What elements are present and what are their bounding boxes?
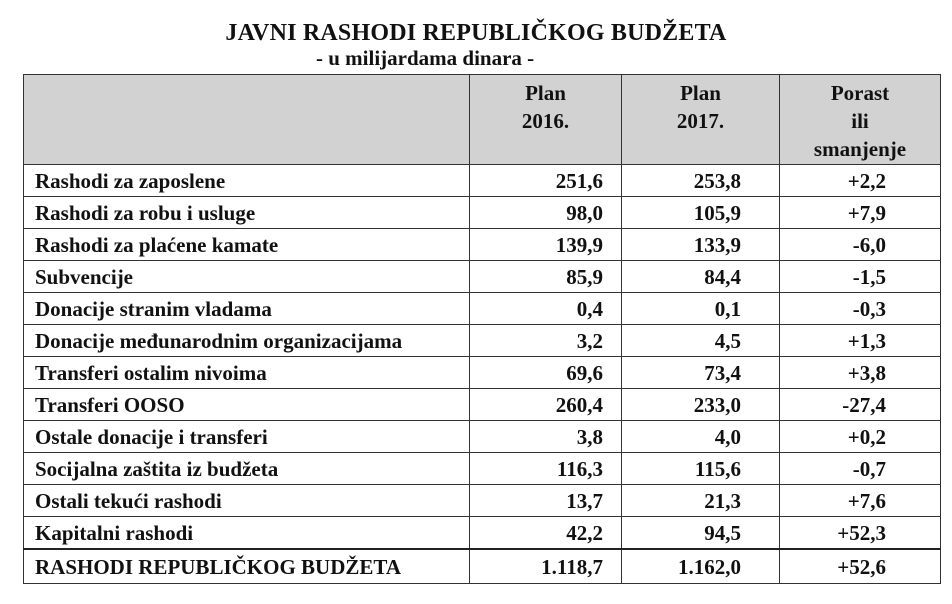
table-row (24, 389, 941, 421)
row-label: Transferi OOSO (24, 389, 470, 421)
budget-table (23, 74, 941, 584)
plan-2016-value: 13,7 (470, 485, 622, 517)
plan-2017-value: 115,6 (622, 453, 780, 485)
total-plan-2017-value: 1.162,0 (622, 549, 780, 584)
header-change-line-1: Porast (830, 81, 890, 105)
table-row (24, 261, 941, 293)
plan-2016-value: 116,3 (470, 453, 622, 485)
change-value: -6,0 (780, 229, 941, 261)
row-label: Subvencije (24, 261, 470, 293)
table-row (24, 517, 941, 550)
change-value: +2,2 (780, 165, 941, 197)
plan-2017-value: 253,8 (622, 165, 780, 197)
plan-2016-value: 98,0 (470, 197, 622, 229)
plan-2017-value: 133,9 (622, 229, 780, 261)
change-value: +52,3 (780, 517, 941, 550)
plan-2017-value: 233,0 (622, 389, 780, 421)
plan-2016-value: 251,6 (470, 165, 622, 197)
change-value: -0,3 (780, 293, 941, 325)
plan-2017-value: 73,4 (622, 357, 780, 389)
header-corner-cell (24, 75, 470, 165)
plan-2016-value: 42,2 (470, 517, 622, 550)
plan-2017-value: 105,9 (622, 197, 780, 229)
table-row (24, 325, 941, 357)
table-row (24, 293, 941, 325)
total-label: RASHODI REPUBLIČKOG BUDŽETA (24, 549, 470, 584)
row-label: Ostali tekući rashodi (24, 485, 470, 517)
table-title: JAVNI RASHODI REPUBLIČKOG BUDŽETA (225, 20, 727, 46)
row-label: Ostale donacije i transferi (24, 421, 470, 453)
total-plan-2016-value: 1.118,7 (470, 549, 622, 584)
change-value: -1,5 (780, 261, 941, 293)
change-value: -27,4 (780, 389, 941, 421)
plan-2016-value: 3,8 (470, 421, 622, 453)
table-row (24, 357, 941, 389)
plan-2016-value: 3,2 (470, 325, 622, 357)
row-label: Rashodi za robu i usluge (24, 197, 470, 229)
plan-2016-value: 260,4 (470, 389, 622, 421)
row-label: Donacije međunarodnim organizacijama (24, 325, 470, 357)
plan-2016-value: 85,9 (470, 261, 622, 293)
row-label: Kapitalni rashodi (24, 517, 470, 550)
table-row (24, 229, 941, 261)
total-change-value: +52,6 (780, 549, 941, 584)
change-value: +0,2 (780, 421, 941, 453)
header-plan-2016-line-1: Plan (525, 81, 566, 105)
header-plan-2017 (622, 75, 780, 165)
table-row (24, 197, 941, 229)
header-plan-2017-line-2: 2017. (676, 109, 725, 133)
change-value: -0,7 (780, 453, 941, 485)
header-row (24, 75, 941, 165)
header-plan-2017-line-1: Plan (680, 81, 721, 105)
header-change-line-3: smanjenje (813, 137, 907, 161)
row-label: Rashodi za plaćene kamate (24, 229, 470, 261)
plan-2016-value: 0,4 (470, 293, 622, 325)
change-value: +3,8 (780, 357, 941, 389)
table-row (24, 453, 941, 485)
table-row (24, 421, 941, 453)
plan-2016-value: 69,6 (470, 357, 622, 389)
total-row (24, 549, 941, 584)
plan-2017-value: 0,1 (622, 293, 780, 325)
plan-2017-value: 94,5 (622, 517, 780, 550)
plan-2017-value: 4,0 (622, 421, 780, 453)
table-subtitle: - u milijardama dinara - (316, 46, 535, 70)
plan-2017-value: 21,3 (622, 485, 780, 517)
change-value: +7,9 (780, 197, 941, 229)
row-label: Socijalna zaštita iz budžeta (24, 453, 470, 485)
change-value: +7,6 (780, 485, 941, 517)
row-label: Transferi ostalim nivoima (24, 357, 470, 389)
header-plan-2016-line-2: 2016. (521, 109, 570, 133)
table-row (24, 165, 941, 197)
header-change (780, 75, 941, 165)
row-label: Donacije stranim vladama (24, 293, 470, 325)
plan-2016-value: 139,9 (470, 229, 622, 261)
table-row (24, 485, 941, 517)
header-plan-2016 (470, 75, 622, 165)
plan-2017-value: 4,5 (622, 325, 780, 357)
row-label: Rashodi za zaposlene (24, 165, 470, 197)
header-change-line-2: ili (851, 109, 869, 133)
plan-2017-value: 84,4 (622, 261, 780, 293)
change-value: +1,3 (780, 325, 941, 357)
